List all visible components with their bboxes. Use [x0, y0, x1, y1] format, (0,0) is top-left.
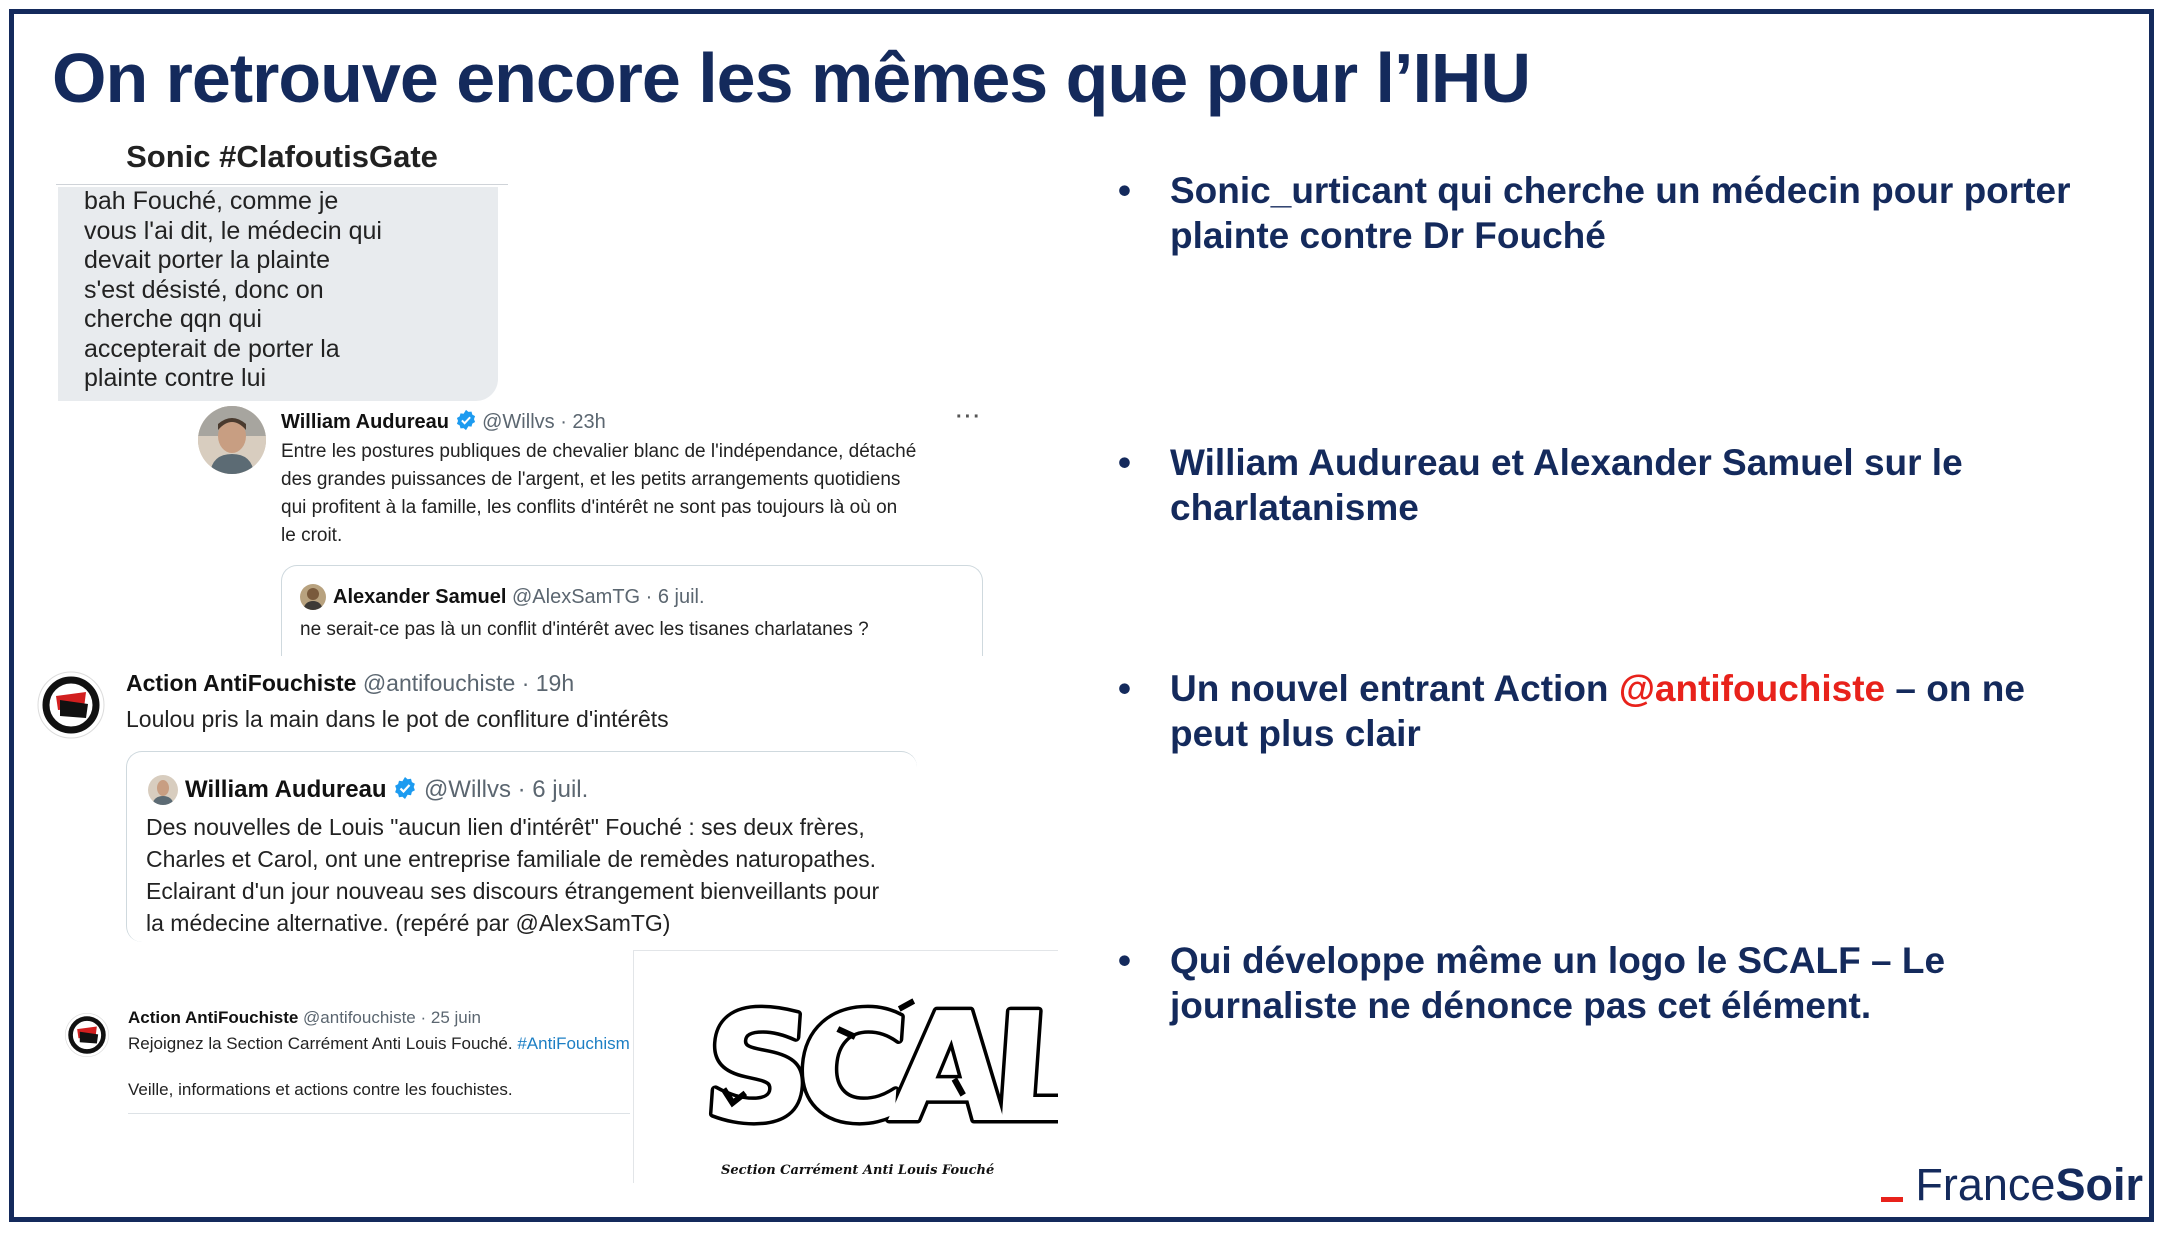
bullet-4-line-2: journaliste ne dénonce pas cet élément.	[1170, 985, 1872, 1026]
scalf-logo-caption: Section Carrément Anti Louis Fouché	[721, 1163, 995, 1178]
bullet-2-line-1: William Audureau et Alexander Samuel sur le	[1170, 442, 1963, 483]
william-tweet-header	[281, 409, 606, 434]
chat-line: cherche qqn qui	[84, 305, 262, 333]
bullet-dot: •	[1118, 170, 1131, 211]
quote-text: ne serait-ce pas là un conflit d'intérêt avec les tisanes charlatanes ?	[300, 619, 869, 640]
tweet-text-line: des grandes puissances de l'argent, et les petits arrangements quotidiens	[281, 469, 901, 490]
bullet-3-text-before: Un nouvel entrant Action	[1170, 668, 1619, 709]
william-avatar	[198, 406, 266, 474]
af-tweet-text: Loulou pris la main dans le pot de confliture d'intérêts	[126, 706, 669, 732]
author-handle[interactable]: @AlexSamTG · 6 juil.	[511, 586, 705, 608]
bullet-1	[1118, 168, 2118, 258]
chat-line: accepterait de porter la	[84, 334, 340, 363]
bullet-dot: •	[1118, 668, 1131, 709]
antifa-flag-icon	[64, 1012, 110, 1063]
author-name[interactable]: William Audureau	[185, 776, 387, 803]
alexander-quote-header	[333, 586, 705, 609]
quote-text-line: la médecine alternative. (repéré par @AlexSamTG)	[146, 910, 671, 936]
bullet-4	[1118, 938, 2118, 1028]
verified-badge-icon	[455, 409, 477, 431]
chat-line: devait porter la plainte	[84, 246, 330, 274]
alexander-avatar	[300, 584, 326, 610]
af-tweet-header	[126, 670, 574, 697]
quote-text-line: Eclairant d'un jour nouveau ses discours étrangement bienveillants pour	[146, 878, 880, 904]
bullet-1-line-1: Sonic_urticant qui cherche un médecin pour porter	[1170, 170, 2071, 211]
author-name[interactable]: Action AntiFouchiste	[126, 670, 357, 696]
quote-text-line: Charles et Carol, ont une entreprise familiale de remèdes naturopathes.	[146, 846, 877, 872]
brand-dash-icon	[1881, 1197, 1903, 1202]
chat-line: vous l'ai dit, le médecin qui	[84, 216, 382, 245]
tweet-text-line: Entre les postures publiques de chevalier blanc de l'indépendance, détaché	[281, 441, 917, 462]
af2-tweet-line-1	[128, 1034, 630, 1054]
scalf-graffiti-logo	[634, 951, 1058, 1183]
slide-title: On retrouve encore les mêmes que pour l’IHU	[52, 39, 1530, 117]
bullet-2	[1118, 440, 2118, 530]
af2-tweet-line-2: Veille, informations et actions contre les fouchistes.	[128, 1080, 513, 1099]
sonic-chat-header: Sonic #ClafoutisGate	[56, 140, 508, 185]
brand-part-1: France	[1915, 1159, 2056, 1210]
quoted-tweet-alexander[interactable]	[281, 565, 983, 656]
hashtag-link[interactable]: #AntiFouchism	[517, 1034, 630, 1053]
author-handle[interactable]: @Willvs · 23h	[482, 411, 606, 433]
author-name[interactable]: Alexander Samuel	[333, 586, 507, 608]
author-handle[interactable]: @Willvs · 6 juil.	[423, 776, 589, 803]
chat-line: s'est désisté, donc on	[84, 275, 324, 304]
francesoir-logo	[1881, 1159, 2143, 1211]
scalf-logo-word-inner: SCALF	[699, 981, 1058, 1154]
author-name[interactable]: William Audureau	[281, 411, 449, 433]
bullet-3-line-2: peut plus clair	[1170, 713, 1421, 754]
af2-tweet-header	[128, 1008, 481, 1028]
author-handle[interactable]: @antifouchiste · 25 juin	[303, 1008, 481, 1027]
tweet-text-line: qui profitent à la famille, les conflits d'intérêt ne sont pas toujours là où on	[281, 497, 898, 518]
tweet-text-line: le croit.	[281, 525, 343, 546]
sonic-chat-bubble	[58, 187, 498, 401]
quote-text-line: Des nouvelles de Louis "aucun lien d'intérêt" Fouché : ses deux frères,	[146, 814, 865, 840]
af2-tweet-text: Rejoignez la Section Carrément Anti Louis Fouché.	[128, 1034, 513, 1053]
bullet-2-line-2: charlatanisme	[1170, 487, 1419, 528]
bullet-dot: •	[1118, 442, 1131, 483]
bullet-3-line-1	[1170, 666, 2118, 711]
divider	[128, 1113, 630, 1114]
william-quote-header	[185, 776, 588, 804]
bullet-1-line-2: plainte contre Dr Fouché	[1170, 215, 1606, 256]
more-options-icon[interactable]: ···	[956, 406, 982, 428]
antifouchiste-handle: @antifouchiste	[1618, 668, 1886, 709]
scalf-logo-panel	[633, 950, 1058, 1183]
chat-line: plainte contre lui	[84, 364, 267, 392]
william-quote-avatar	[148, 775, 178, 805]
brand-part-2: Soir	[2055, 1159, 2143, 1210]
bullet-3-text-after: – on ne	[1885, 668, 2025, 709]
author-name[interactable]: Action AntiFouchiste	[128, 1008, 299, 1027]
bullet-3	[1118, 666, 2118, 756]
scalf-logo-word: SCALF	[699, 981, 1058, 1154]
author-handle[interactable]: @antifouchiste · 19h	[362, 670, 575, 696]
antifa-flag-icon	[36, 670, 106, 745]
bullet-4-line-1: Qui développe même un logo le SCALF – Le	[1170, 940, 1946, 981]
bullet-dot: •	[1118, 940, 1131, 981]
chat-line: bah Fouché, comme je	[84, 187, 339, 215]
verified-badge-icon	[393, 776, 417, 800]
